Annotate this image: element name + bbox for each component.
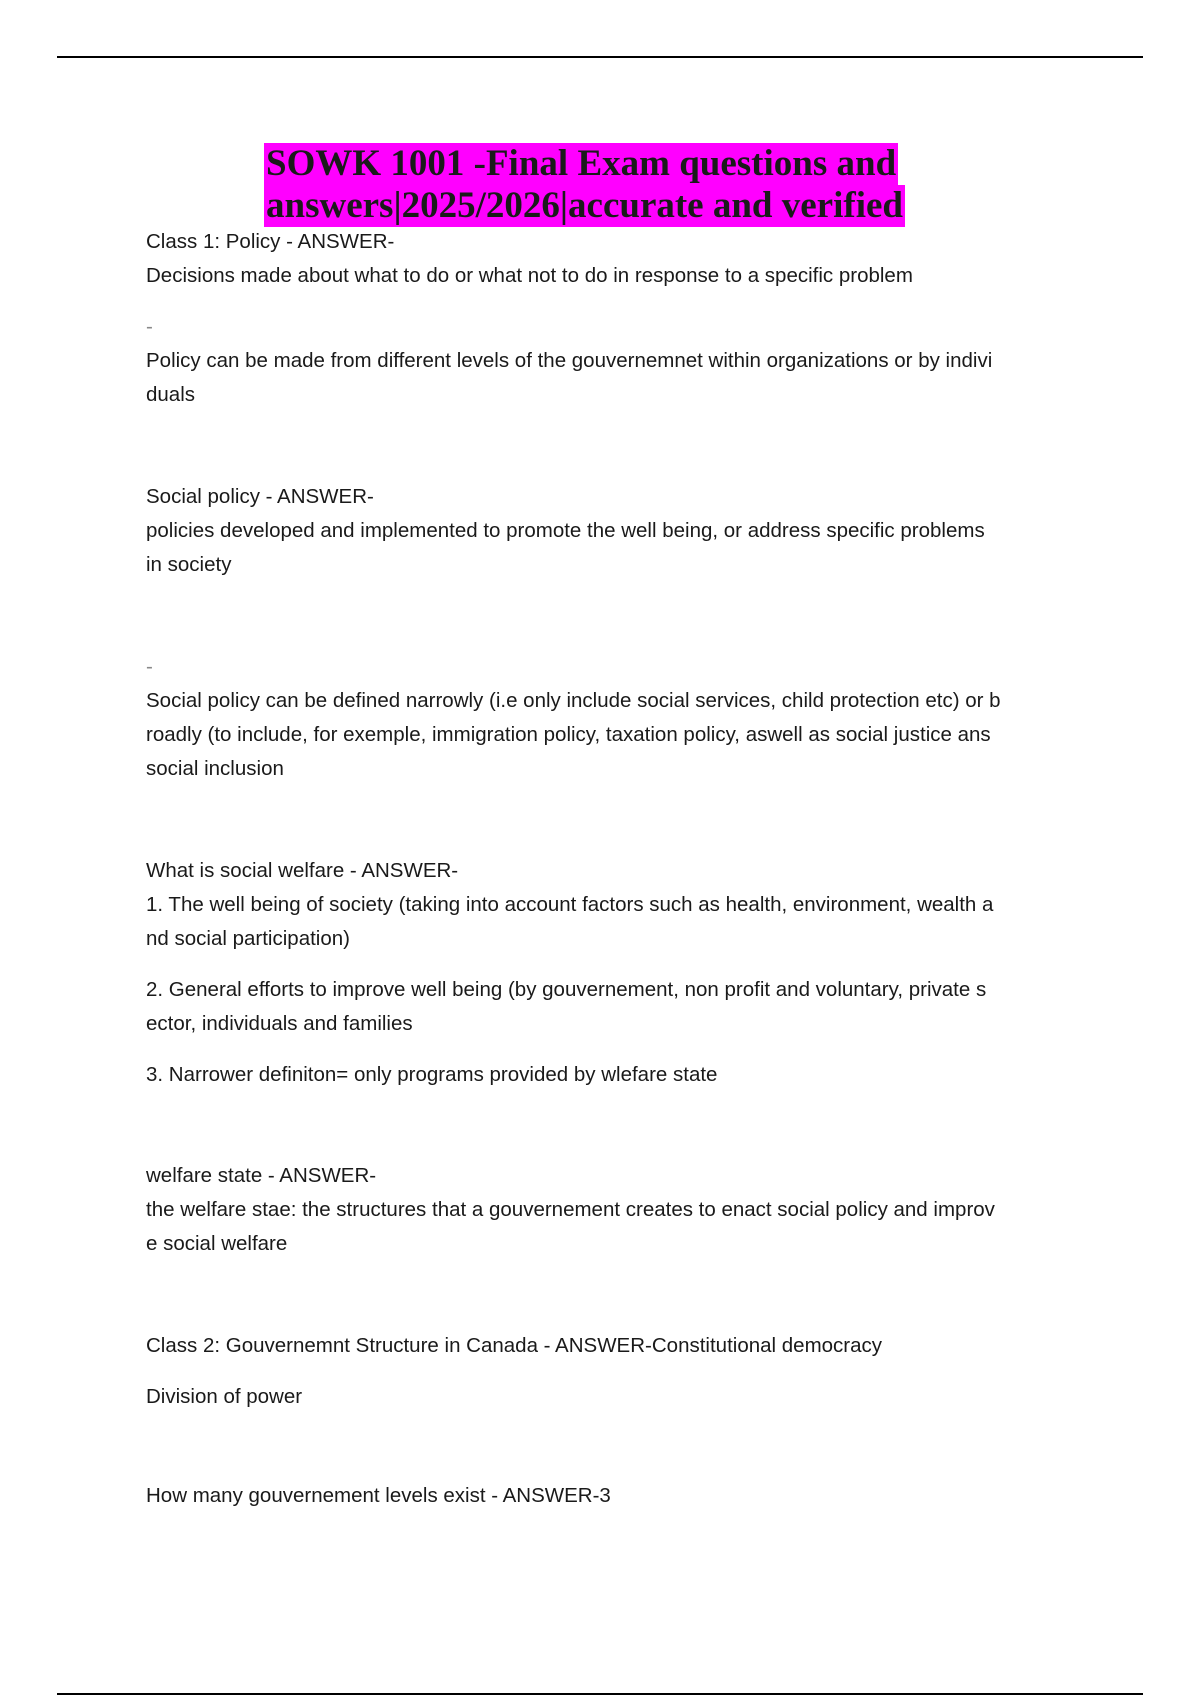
answer-text: Division of power [146,1385,303,1408]
answer-text: 1. The well being of society (taking into account factors such as health, environment, wealth a [146,893,994,916]
answer-text: in society [146,553,232,576]
answer-text: Decisions made about what to do or what not to do in response to a specific problem [146,264,913,287]
title-line-1: SOWK 1001 -Final Exam questions and [266,143,897,184]
separator-dash: - [146,315,153,338]
answer-text: 3. Narrower definiton= only programs provided by wlefare state [146,1063,718,1086]
answer-text: Policy can be made from different levels of the gouvernemnet within organizations or by indivi [146,349,993,372]
answer-text: social inclusion [146,757,284,780]
answer-text: 2. General efforts to improve well being (by gouvernement, non profit and voluntary, private s [146,978,987,1001]
separator-dash: - [146,655,153,678]
question-social-welfare: What is social welfare - ANSWER- [146,859,459,882]
answer-text: duals [146,383,196,406]
bottom-rule [57,1693,1143,1695]
question-class2-structure: Class 2: Gouvernemnt Structure in Canada - ANSWER-Constitutional democracy [146,1334,883,1357]
question-government-levels: How many gouvernement levels exist - ANSWER-3 [146,1484,611,1507]
answer-text: policies developed and implemented to promote the well being, or address specific problems [146,519,985,542]
question-social-policy: Social policy - ANSWER- [146,485,374,508]
question-welfare-state: welfare state - ANSWER- [146,1164,377,1187]
document-title [264,143,905,227]
top-rule [57,56,1143,58]
answer-text: ector, individuals and families [146,1012,413,1035]
question-class1-policy: Class 1: Policy - ANSWER- [146,230,395,253]
answer-text: nd social participation) [146,927,350,950]
answer-text: roadly (to include, for exemple, immigration policy, taxation policy, aswell as social justice ans [146,723,991,746]
answer-text: e social welfare [146,1232,288,1255]
title-line-2: answers|2025/2026|accurate and verified [266,185,903,226]
answer-text: Social policy can be defined narrowly (i.e only include social services, child protection etc) or b [146,689,1001,712]
answer-text: the welfare stae: the structures that a gouvernement creates to enact social policy and improv [146,1198,995,1221]
